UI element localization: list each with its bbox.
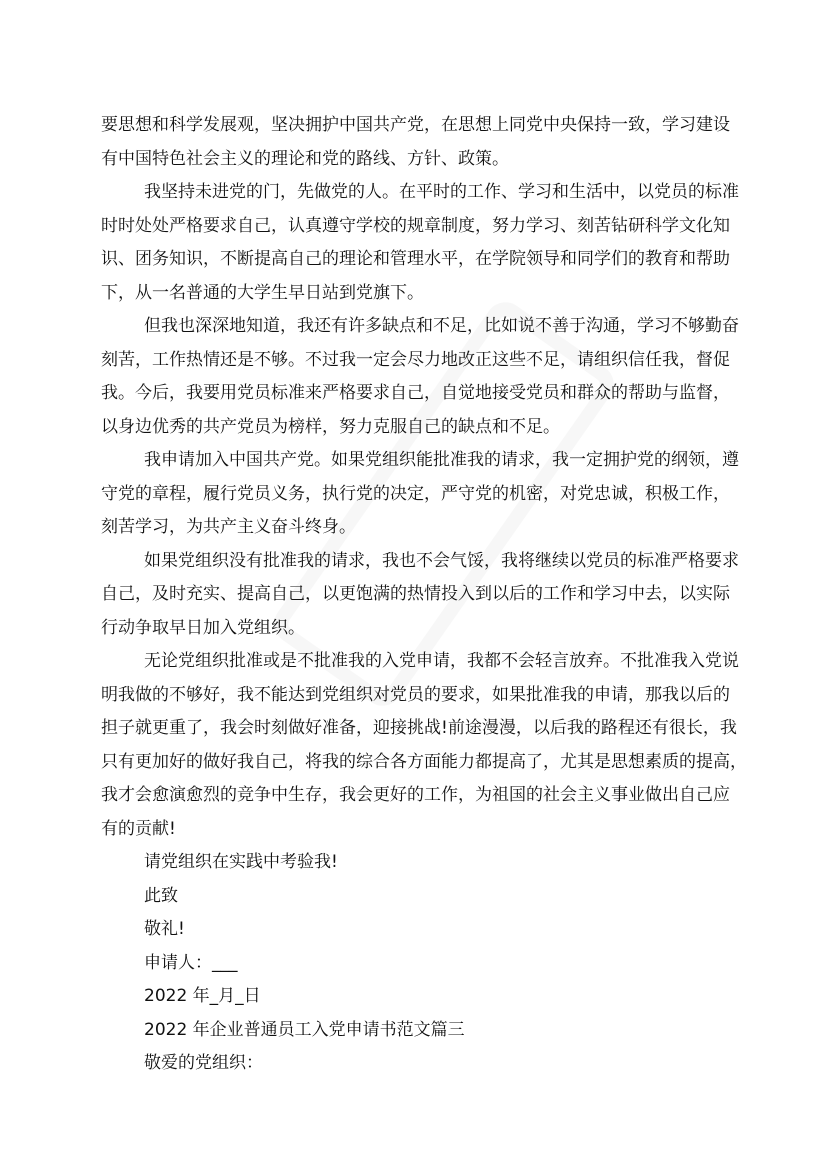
text-line: 我才会愈演愈烈的竞争中生存，我会更好的工作，为祖国的社会主义事业做出自己应 [101, 785, 730, 805]
paragraph [101, 950, 725, 984]
text-line: 要思想和科学发展观，坚决拥护中国共产党，在思想上同党中央保持一致，学习建设 [101, 115, 730, 135]
paragraph [101, 1050, 725, 1084]
paragraph [101, 983, 725, 1017]
text-line: 2022 年_月_日 [144, 986, 261, 1006]
paragraph [101, 849, 725, 883]
text-line: 我坚持未进党的门，先做党的人。在平时的工作、学习和生活中，以党员的标准 [144, 182, 739, 202]
text-line: 行动争取早日加入党组织。 [101, 617, 305, 638]
text-line: 敬礼! [144, 919, 185, 939]
paragraph [101, 916, 725, 950]
text-line: 以身边优秀的共产党员为榜样，努力克服自己的缺点和不足。 [101, 416, 560, 437]
paragraph [101, 313, 739, 447]
text-line: 刻苦，工作热情还是不够。不过我一定会尽力地改正这些不足，请组织信任我，督促 [101, 349, 730, 370]
text-line: 担子就更重了，我会时刻做好准备，迎接挑战!前途漫漫，以后我的路程还有很长，我 [101, 718, 737, 738]
paragraph [101, 447, 739, 548]
text-line: 无论党组织批准或是不批准我的入党申请，我都不会轻言放弃。不批准我入党说 [144, 651, 739, 671]
text-line: 刻苦学习，为共产主义奋斗终身。 [101, 517, 356, 537]
text-line: 下，从一名普通的大学生早日站到党旗下。 [101, 282, 424, 303]
text-line: 敬爱的党组织： [144, 1053, 263, 1073]
paragraph [101, 112, 730, 179]
text-line: 但我也深深地知道，我还有许多缺点和不足，比如说不善于沟通，学习不够勤奋 [144, 316, 739, 336]
text-line: 我。今后，我要用党员标准来严格要求自己，自觉地接受党员和群众的帮助与监督， [101, 383, 730, 403]
text-line: 时时处处严格要求自己，认真遵守学校的规章制度，努力学习、刻苦钻研科学文化知 [101, 215, 730, 236]
text-line: 请党组织在实践中考验我! [144, 852, 338, 872]
text-line: 如果党组织没有批准我的请求，我也不会气馁，我将继续以党员的标准严格要求 [144, 550, 739, 571]
text-line: 只有更加好的做好我自己，将我的综合各方面能力都提高了，尤其是思想素质的提高， [101, 751, 747, 772]
text-line: 2022 年企业普通员工入党申请书范文篇三 [144, 1019, 465, 1040]
text-line: 有中国特色社会主义的理论和党的路线、方针、政策。 [101, 148, 509, 169]
paragraph [101, 648, 747, 849]
text-line: 我申请加入中国共产党。如果党组织能批准我的请求，我一定拥护党的纲领，遵 [144, 450, 739, 470]
text-line: 守党的章程，履行党员义务，执行党的决定，严守党的机密，对党忠诚，积极工作， [101, 483, 730, 504]
text-line: 明我做的不够好，我不能达到党组织对党员的要求，如果批准我的申请，那我以后的 [101, 684, 730, 705]
paragraph [101, 1017, 725, 1051]
text-line: 此致 [144, 885, 178, 906]
text-line: 自己，及时充实、提高自己，以更饱满的热情投入到以后的工作和学习中去，以实际 [101, 584, 730, 604]
text-line: 识、团务知识，不断提高自己的理论和管理水平，在学院领导和同学们的教育和帮助 [101, 249, 730, 269]
text-line: 有的贡献! [101, 818, 176, 839]
paragraph [101, 548, 739, 649]
text-line: 申请人：___ [144, 952, 238, 973]
paragraph [101, 179, 739, 313]
paragraph [101, 883, 725, 917]
document-page [101, 112, 747, 1084]
